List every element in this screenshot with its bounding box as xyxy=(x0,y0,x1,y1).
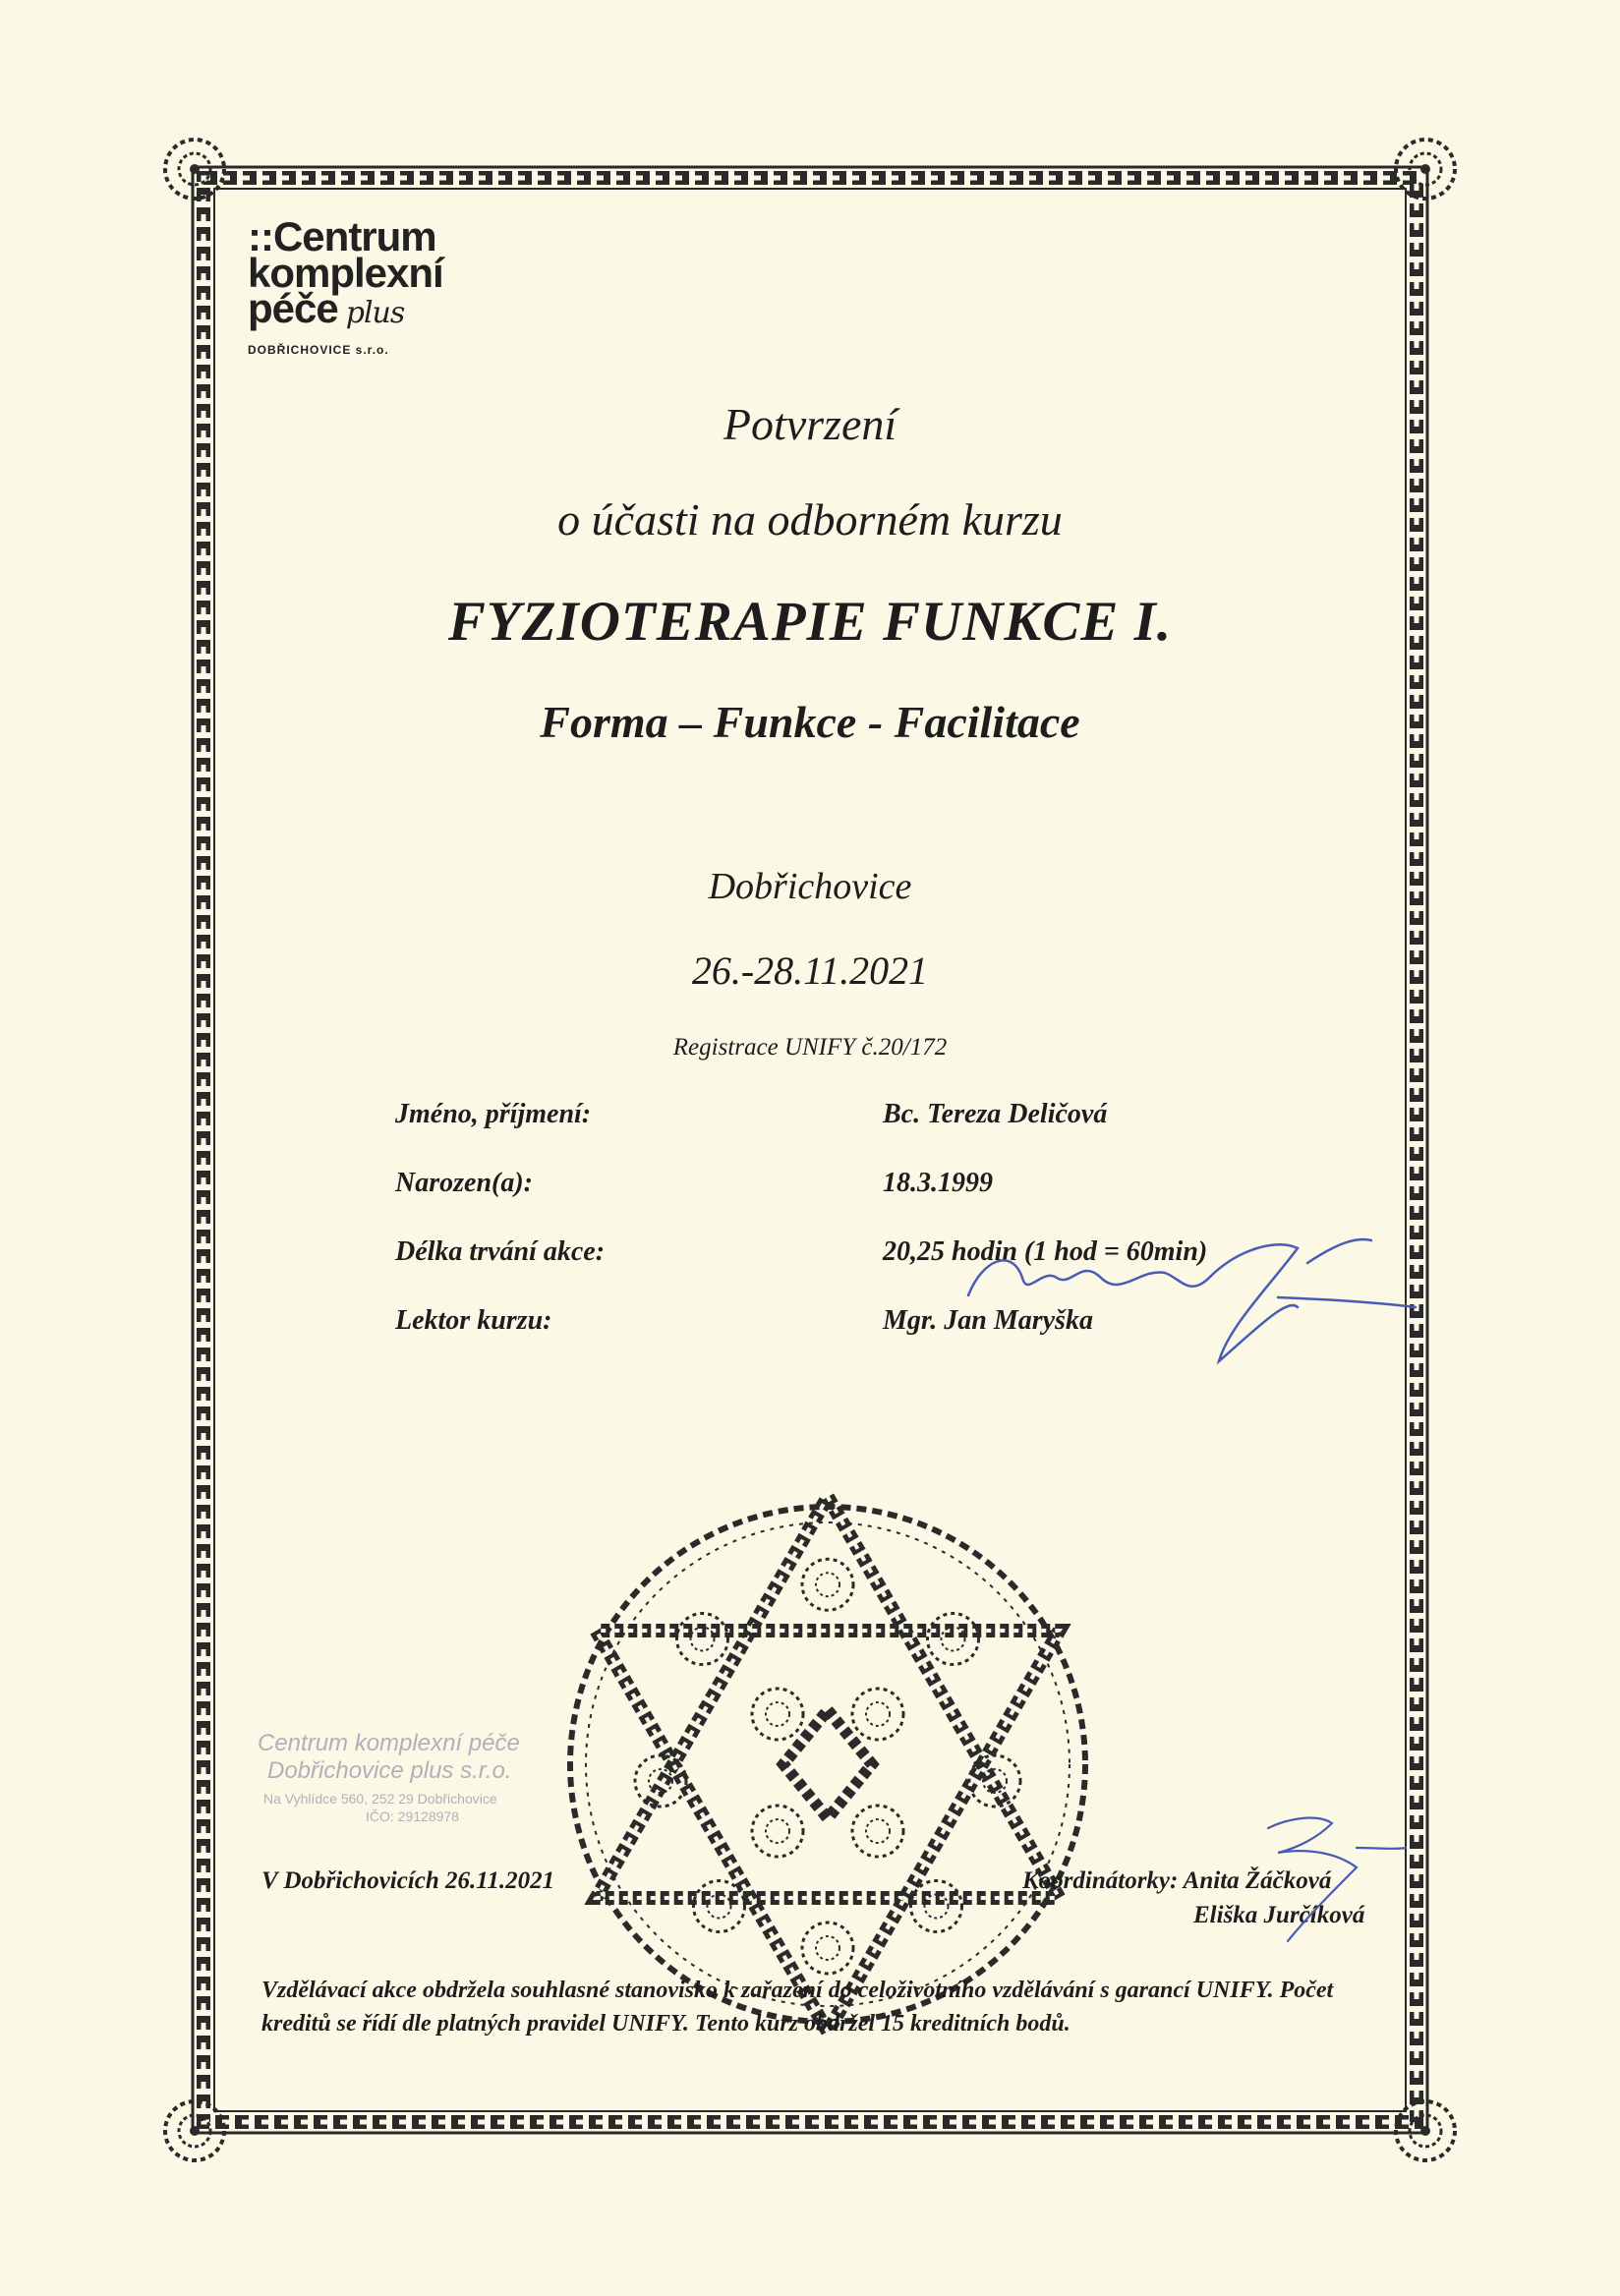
corner-rosette-center xyxy=(190,2126,200,2136)
detail-label-name: Jméno, příjmení: xyxy=(395,1099,592,1129)
logo-line-4: DOBŘICHOVICE s.r.o. xyxy=(248,343,389,357)
emblem-swirl xyxy=(802,1559,853,1610)
emblem-swirl xyxy=(802,1923,853,1974)
detail-label-birth: Narozen(a): xyxy=(395,1168,533,1198)
emblem-swirl-inner xyxy=(816,1573,839,1596)
detail-value-birth: 18.3.1999 xyxy=(883,1168,993,1198)
company-logo xyxy=(248,213,474,357)
certificate-subheading: o účasti na odborném kurzu xyxy=(557,494,1063,545)
registration-number: Registrace UNIFY č.20/172 xyxy=(672,1034,948,1061)
emblem-swirl-inner xyxy=(766,1819,789,1843)
emblem-swirl-inner xyxy=(766,1702,789,1726)
logo-line-3 xyxy=(248,285,474,331)
emblem-triangle-up xyxy=(596,1497,1059,1898)
emblem-triangle-up-highlight xyxy=(596,1497,1059,1898)
emblem-swirl-inner xyxy=(866,1819,890,1843)
detail-value-name: Bc. Tereza Deličová xyxy=(883,1099,1108,1129)
logo-plus: plus xyxy=(345,296,405,330)
emblem-swirl xyxy=(752,1806,803,1857)
border-band xyxy=(203,178,1417,2122)
certificate-heading: Potvrzení xyxy=(723,399,897,449)
stamp-line-4: IČO: 29128978 xyxy=(366,1808,459,1824)
course-place: Dobřichovice xyxy=(708,866,912,907)
emblem-swirl xyxy=(677,1614,728,1665)
course-name: FYZIOTERAPIE FUNKCE I. xyxy=(447,591,1173,653)
accreditation-note: Vzdělávací akce obdržela souhlasné stanovisko k zařazení do celoživotního vzdělávání s garancí UNIFY. Počet kreditů se řídí dle platných pravidel UNIFY. Tento kurz obdržel 15 kreditních bodů. xyxy=(261,1978,1334,2037)
corner-rosette-center xyxy=(190,164,200,174)
emblem-swirl xyxy=(911,1881,962,1932)
course-subtitle: Forma – Funkce - Facilitace xyxy=(540,697,1080,747)
emblem-swirl-inner xyxy=(866,1702,890,1726)
course-dates: 26.-28.11.2021 xyxy=(691,948,929,993)
detail-value-lecturer: Mgr. Jan Maryška xyxy=(883,1305,1093,1336)
detail-value-duration: 20,25 hodin (1 hod = 60min) xyxy=(883,1236,1208,1267)
emblem-swirl xyxy=(852,1689,903,1740)
detail-label-duration: Délka trvání akce: xyxy=(395,1236,606,1267)
company-stamp xyxy=(258,1730,582,1824)
stamp-line-2: Dobřichovice plus s.r.o. xyxy=(267,1757,512,1784)
logo-line-1: ::Centrum xyxy=(248,213,436,259)
emblem-swirl xyxy=(752,1689,803,1740)
emblem-center-hole xyxy=(808,1740,847,1789)
detail-label-lecturer: Lektor kurzu: xyxy=(395,1305,552,1336)
stamp-line-1: Centrum komplexní péče xyxy=(258,1730,520,1756)
border-outer-line xyxy=(193,167,1427,2133)
emblem-triangle-down xyxy=(596,1631,1059,2032)
stamp-line-3: Na Vyhlídce 560, 252 29 Dobřichovice xyxy=(263,1791,497,1807)
border-band-inner xyxy=(203,178,1417,2122)
coordinators-line-1: Koordinátorky: Anita Žáčková xyxy=(1022,1867,1332,1894)
emblem-triangle-down-highlight xyxy=(596,1631,1059,2032)
corner-rosette-center xyxy=(1420,164,1430,174)
emblem-swirl xyxy=(852,1806,903,1857)
coordinators-line-2: Eliška Jurčíková xyxy=(1193,1902,1365,1928)
emblem-swirl-inner xyxy=(816,1936,839,1960)
issue-place-date: V Dobřichovicích 26.11.2021 xyxy=(261,1867,555,1894)
emblem-swirl xyxy=(928,1614,979,1665)
emblem-swirl xyxy=(694,1881,745,1932)
logo-pece: péče xyxy=(248,285,338,331)
logo-line-2: komplexní xyxy=(248,250,443,296)
corner-rosette-center xyxy=(1420,2126,1430,2136)
